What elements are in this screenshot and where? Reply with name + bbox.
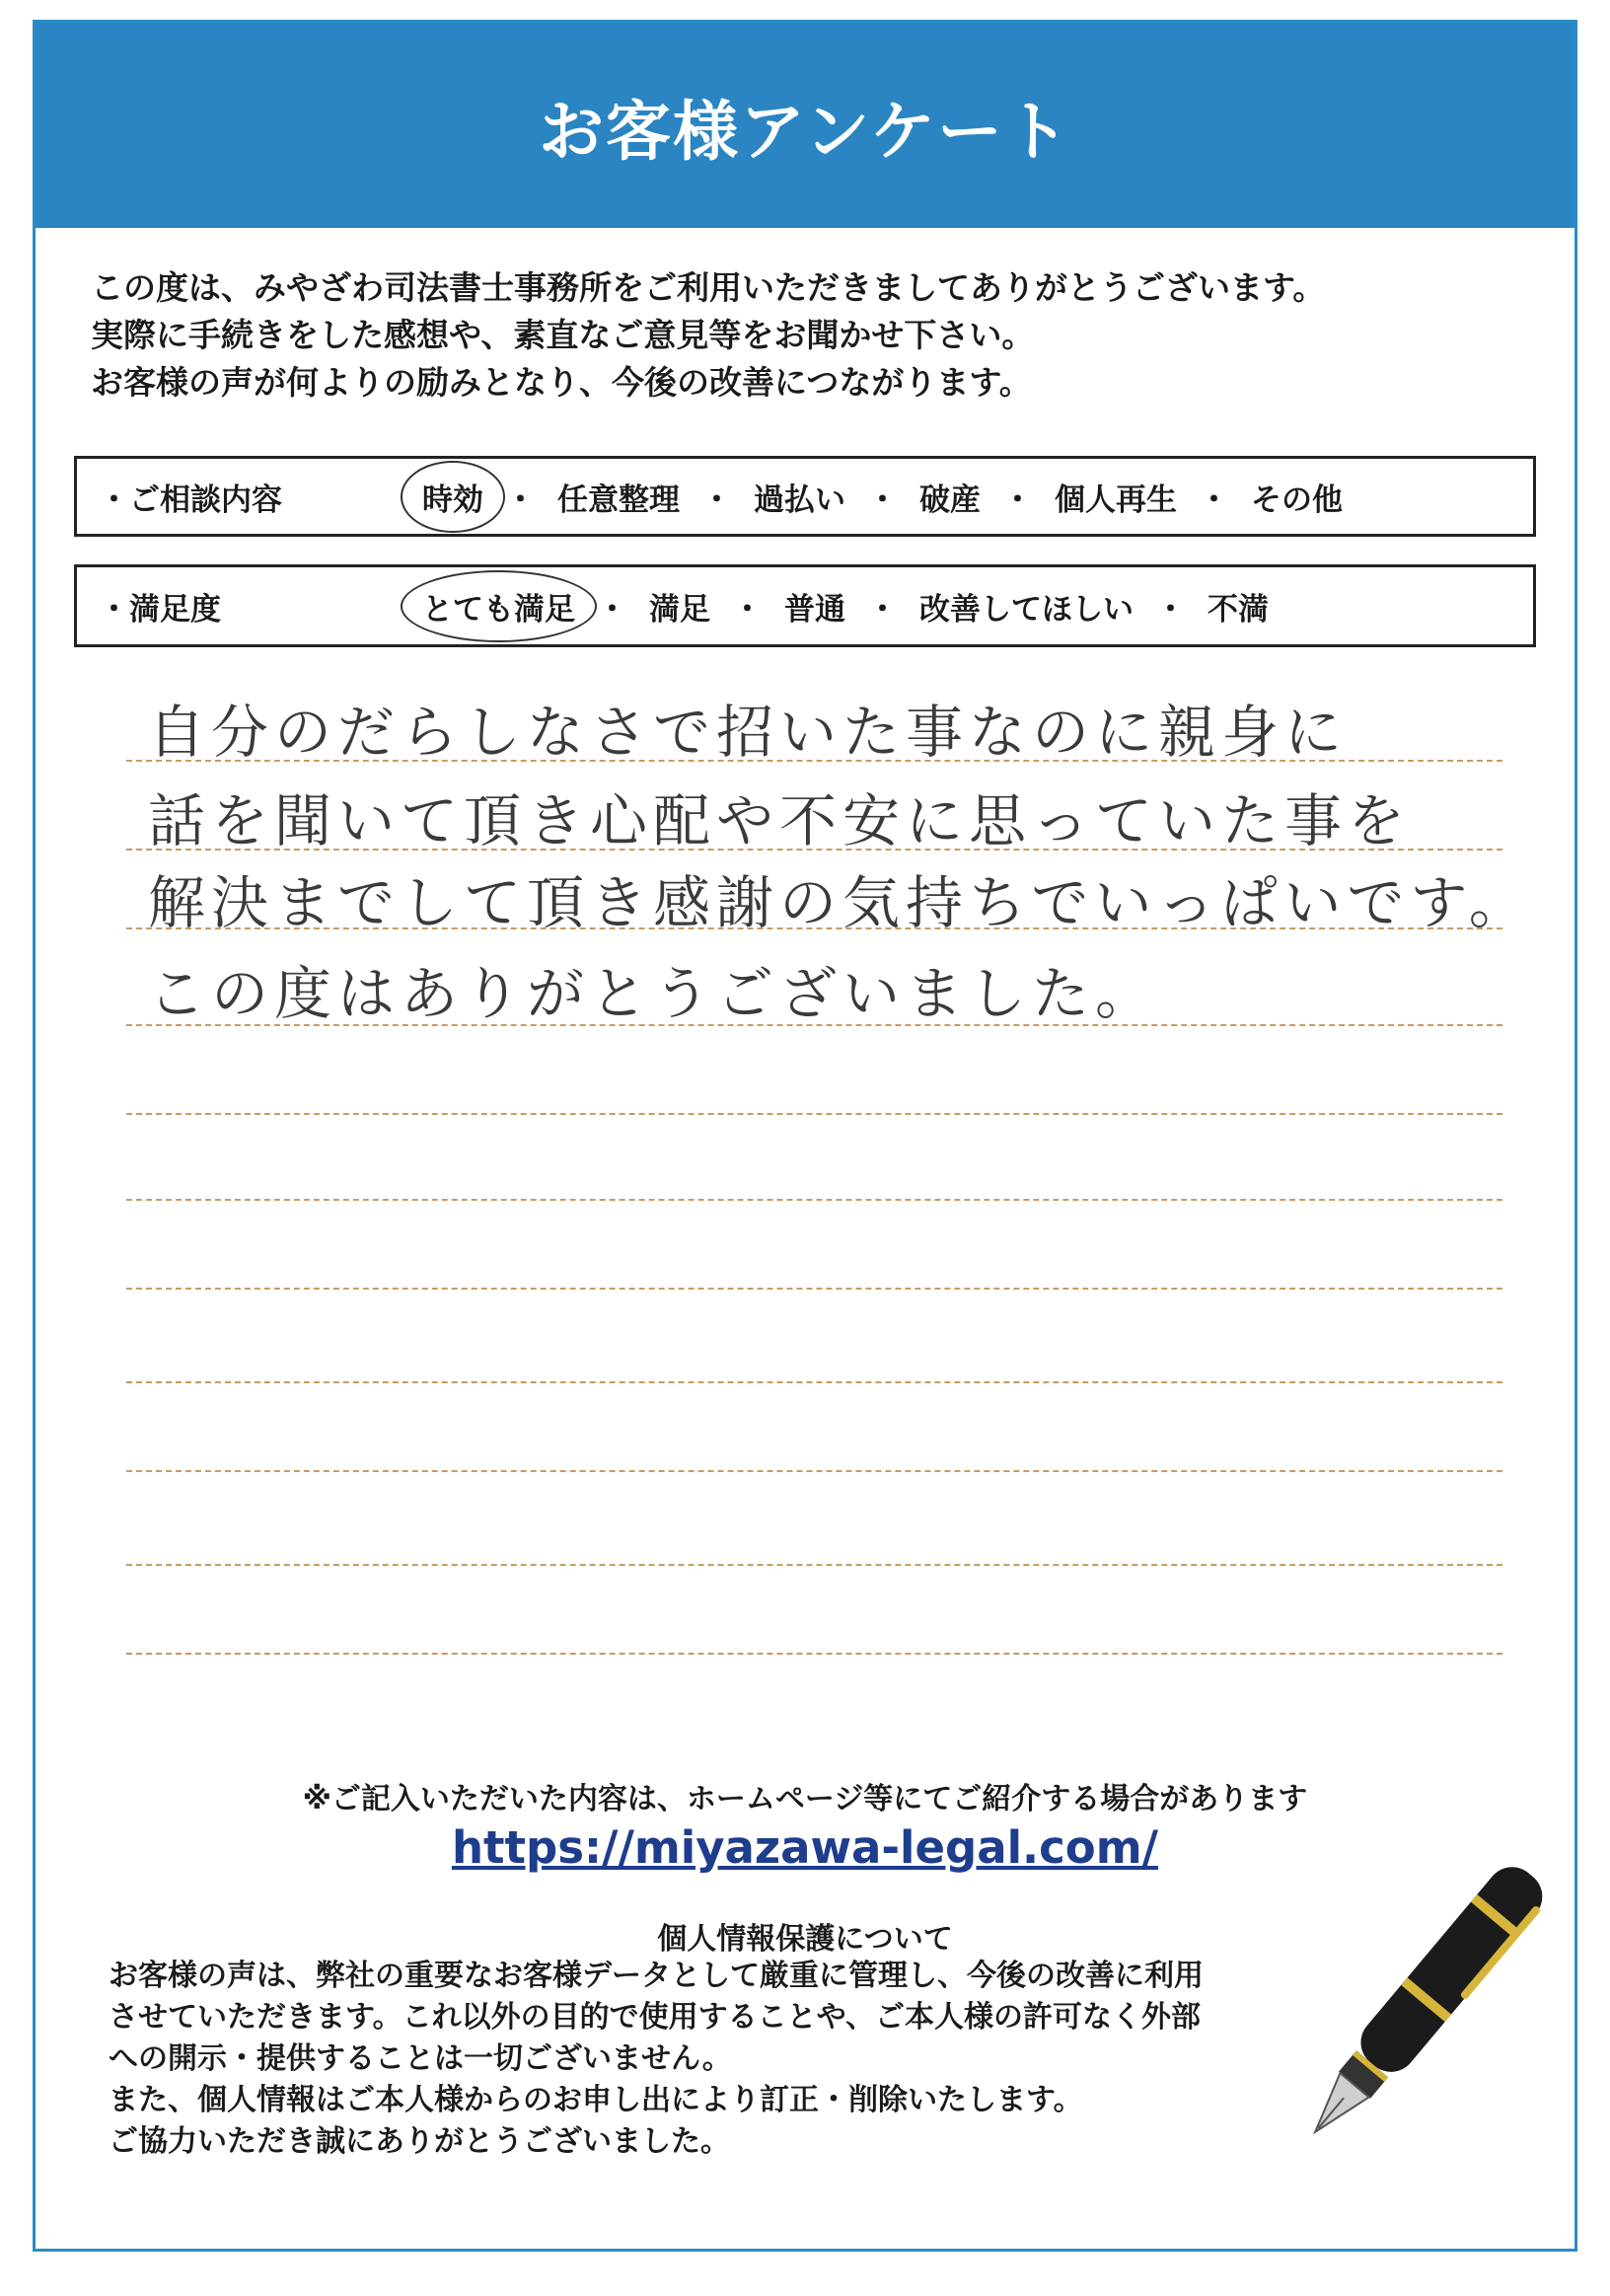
ruled-line: [126, 1381, 1502, 1383]
satisfaction-option[interactable]: とても満足: [422, 584, 575, 629]
consult-option[interactable]: 過払い: [754, 481, 845, 518]
ruled-line: [126, 1564, 1502, 1566]
satisfaction-option[interactable]: 不満: [1208, 591, 1269, 628]
publication-notice: ※ご記入いただいた内容は、ホームページ等にてご紹介する場合があります: [302, 1782, 1308, 1816]
comment-line: この度はありがとうございました。: [148, 960, 1159, 1027]
option-separator: ・: [1155, 591, 1186, 628]
intro-text: [91, 264, 1531, 407]
survey-title-banner: [36, 23, 1574, 228]
survey-title: お客様アンケート: [538, 93, 1072, 170]
satisfaction-option[interactable]: 満足: [649, 591, 710, 628]
consult-options: [422, 475, 1343, 519]
option-separator: ・: [701, 481, 732, 518]
consult-option[interactable]: 任意整理: [557, 481, 680, 518]
privacy-heading: 個人情報保護について: [657, 1922, 953, 1957]
ruled-line: [126, 1199, 1502, 1201]
comment-line: 自分のだらしなさで招いた事なのに親身に: [148, 699, 1349, 766]
comment-line: 話を聞いて頂き心配や不安に思っていた事を: [148, 787, 1412, 854]
privacy-line: お客様の声は、弊社の重要なお客様データとして厳重に管理し、今後の改善に利用: [109, 1959, 1204, 1993]
ruled-line: [126, 1288, 1502, 1290]
ruled-line: [126, 1470, 1502, 1472]
consult-option[interactable]: 時効: [422, 475, 483, 519]
ruled-line: [126, 1113, 1502, 1115]
consult-option[interactable]: その他: [1251, 481, 1343, 518]
option-separator: ・: [505, 481, 536, 518]
option-separator: ・: [1199, 481, 1229, 518]
option-separator: ・: [732, 591, 763, 628]
intro-line: この度は、みやざわ司法書士事務所をご利用いただきましてありがとうございます。: [91, 268, 1326, 307]
ruled-line: [126, 1653, 1502, 1655]
comment-line: 解決までして頂き感謝の気持ちでいっぱいです。: [148, 869, 1532, 936]
intro-line: お客様の声が何よりの励みとなり、今後の改善につながります。: [91, 363, 1032, 402]
satisfaction-option[interactable]: 普通: [784, 591, 845, 628]
consult-label: ・ご相談内容: [99, 481, 282, 518]
option-separator: ・: [867, 591, 898, 628]
satisfaction-option[interactable]: 改善してほしい: [919, 591, 1134, 628]
consult-option[interactable]: 破産: [919, 481, 981, 518]
privacy-line: また、個人情報はご本人様からのお申し出により訂正・削除いたします。: [109, 2083, 1083, 2117]
privacy-line: させていただきます。これ以外の目的で使用することや、ご本人様の許可なく外部: [109, 2000, 1201, 2035]
satisfaction-label: ・満足度: [99, 591, 221, 628]
fountain-pen-icon: [1273, 1845, 1569, 2171]
intro-line: 実際に手続きをした感想や、素直なご意見等をお聞かせ下さい。: [91, 316, 1035, 354]
consult-question: [74, 456, 1536, 537]
option-separator: ・: [1002, 481, 1033, 518]
privacy-line: ご協力いただき誠にありがとうございました。: [109, 2124, 730, 2159]
satisfaction-options: [422, 584, 1269, 629]
consult-option[interactable]: 個人再生: [1055, 481, 1177, 518]
option-separator: ・: [597, 591, 627, 628]
privacy-text: [109, 1956, 1342, 2163]
privacy-line: への開示・提供することは一切ございません。: [109, 2041, 732, 2076]
website-link[interactable]: https://miyazawa-legal.com/: [451, 1821, 1159, 1874]
option-separator: ・: [867, 481, 898, 518]
satisfaction-question: [74, 564, 1536, 647]
